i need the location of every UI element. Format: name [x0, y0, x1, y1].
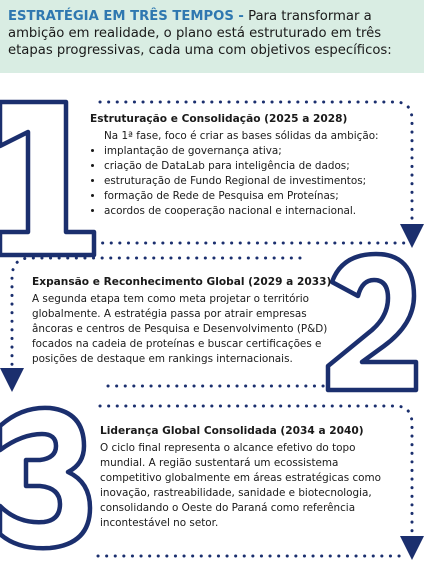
list-item: • implantação de governança ativa; [104, 144, 410, 159]
numeral-2-icon [328, 254, 416, 390]
phase-1-section [90, 112, 410, 219]
list-item: • estruturação de Fundo Regional de investimentos; [104, 174, 410, 189]
phase-3-title: Liderança Global Consolidada (2034 a 2040) [100, 425, 364, 437]
phase-2-text: A segunda etapa tem como meta projetar o território globalmente. A estratégia passa por atrair empresas âncoras e centros de Pesquisa e Desenvolvimento (P&D) focados na cadeia de proteínas e buscar certificações e posições de destaque em rankings internacionais. [32, 293, 328, 365]
list-item: • criação de DataLab para inteligência de dados; [104, 159, 410, 174]
phase-3-text: O ciclo final representa o alcance efetivo do topo mundial. A região sustentará um ecossistema competitivo globalmente em áreas estratégicas como inovação, rastreabilidade, sanidade e biotecnologia, consolidando o Oeste do Paraná como referência incontestável no setor. [100, 442, 381, 529]
phase-1-list [90, 144, 410, 219]
phase-1-intro: Na 1ª fase, foco é criar as bases sólidas da ambição: [104, 130, 379, 142]
phase-2-title: Expansão e Reconhecimento Global (2029 a 2033) [32, 276, 332, 288]
list-item: • acordos de cooperação nacional e internacional. [104, 204, 410, 219]
numeral-3-icon [0, 408, 90, 548]
intro-heading: ESTRATÉGIA EM TRÊS TEMPOS - [8, 9, 244, 24]
phase-3-section [100, 424, 402, 531]
phase-1-title: Estruturação e Consolidação (2025 a 2028) [90, 113, 348, 125]
numeral-1-icon [0, 102, 94, 255]
phase-2-section [32, 275, 332, 367]
intro-body: Para transformar a ambição em realidade, o plano está estruturado em três etapas progressivas, cada uma com objetivos específicos: [8, 9, 392, 58]
list-item: • formação de Rede de Pesquisa em Proteínas; [104, 189, 410, 204]
